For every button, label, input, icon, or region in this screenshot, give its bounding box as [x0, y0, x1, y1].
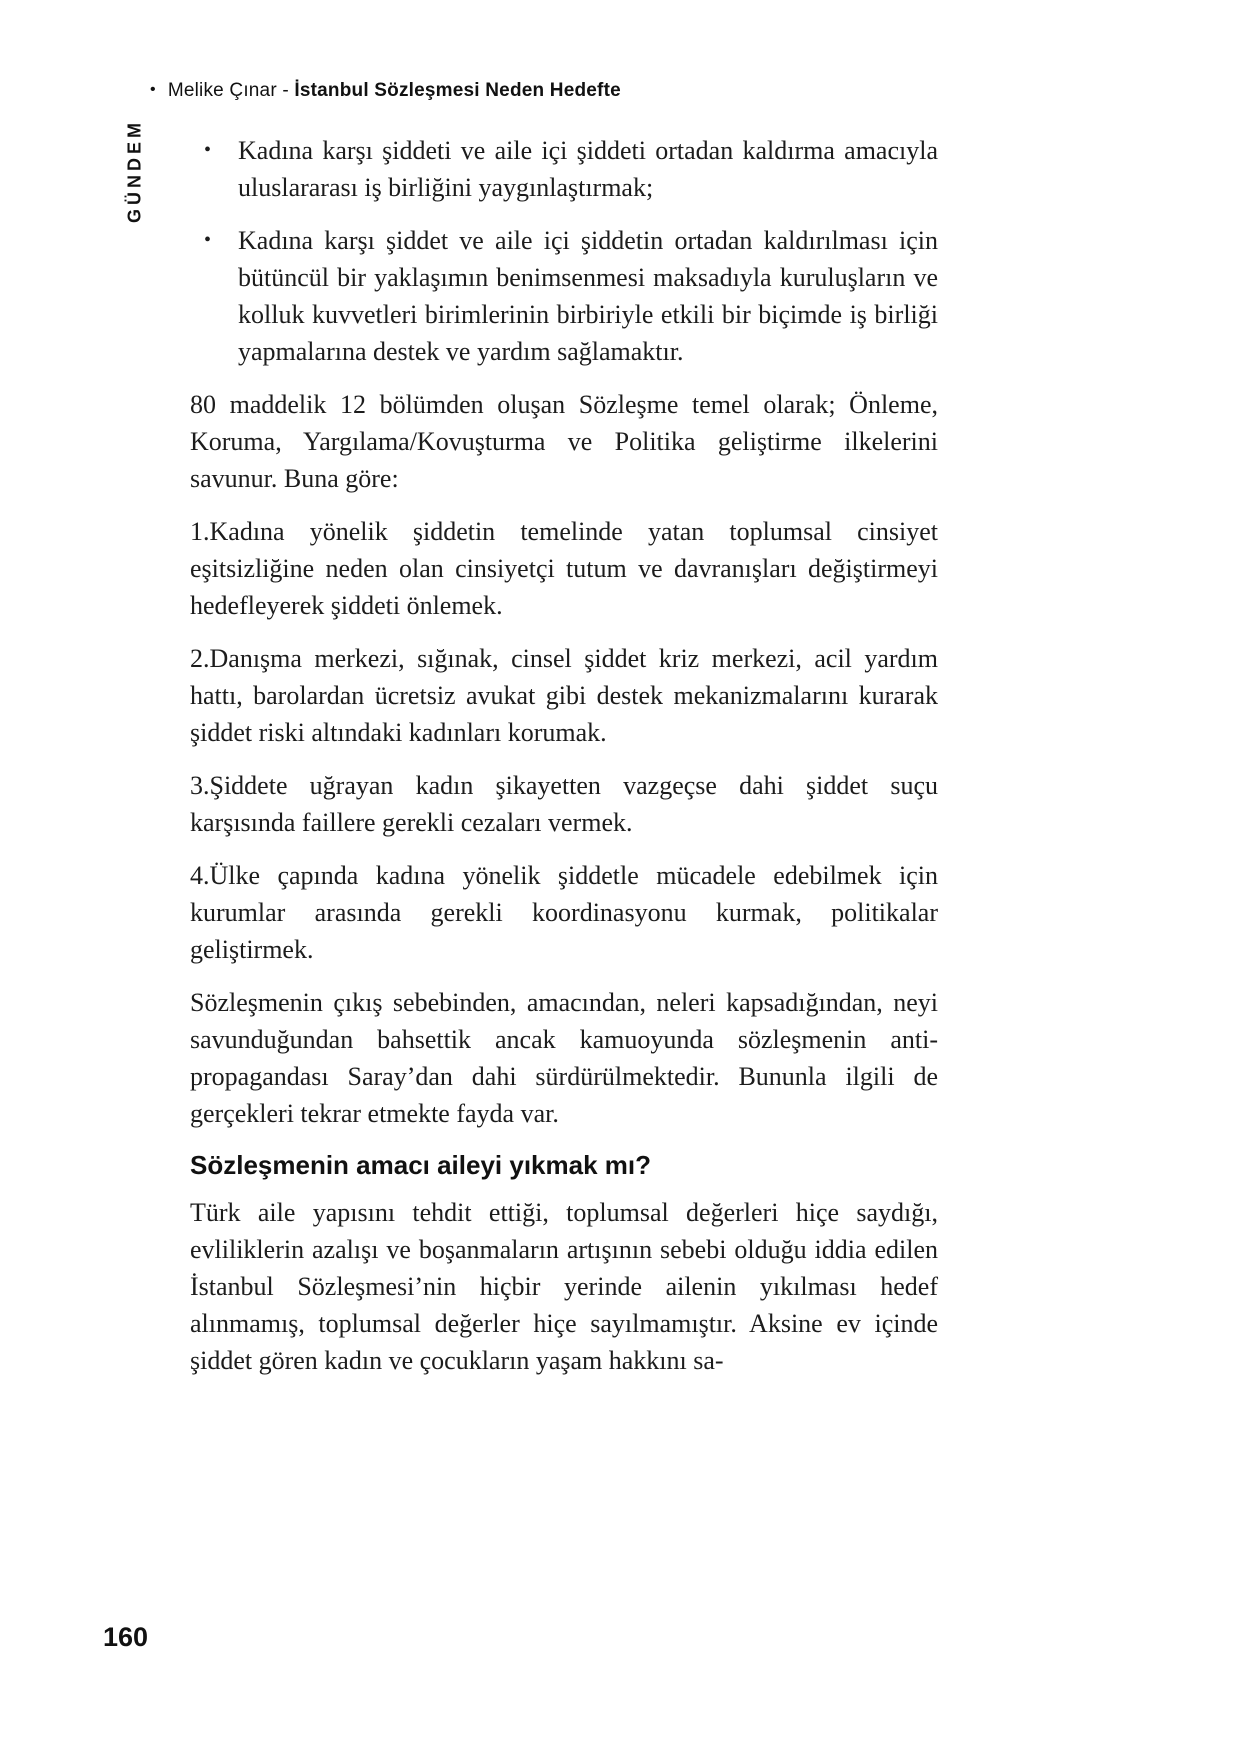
paragraph: 1.Kadına yönelik şiddetin temelinde yatan toplumsal cinsiyet eşitsizliğine neden olan cinsiyetçi tutum ve davranışları değiştirmeyi hedefleyerek şiddeti önlemek.: [190, 517, 938, 620]
paragraph: Türk aile yapısını tehdit ettiği, toplumsal değerleri hiçe saydığı, evliliklerin azalışı ve boşanmaların artışının sebebi olduğu iddia edilen İstanbul Sözleşmesi’nin hiçbir yerinde ailenin yıkılması hedef alınmamış, toplumsal değerler hiçe sayılmamıştır. Aksine ev içinde şiddet gören kadın ve çocukların yaşam hakkını sa-: [190, 1198, 938, 1375]
body-text-block: [190, 132, 938, 1379]
section-label: GÜNDEM: [124, 119, 145, 223]
header-bullet-icon: •: [150, 81, 156, 98]
bullet-text: Kadına karşı şiddet ve aile içi şiddetin ortadan kaldırılması için bütüncül bir yaklaşımın benimsenmesi maksadıyla kuruluşların ve kolluk kuvvetleri birimlerinin birbiriyle etkili bir biçimde iş birliği yapmalarına destek ve yardım sağlamaktır.: [238, 226, 938, 366]
subsection-heading: Sözleşmenin amacı aileyi yıkmak mı?: [190, 1150, 652, 1180]
running-header: [150, 80, 621, 102]
header-author: Melike Çınar -: [167, 80, 289, 101]
paragraph: Sözleşmenin çıkış sebebinden, amacından, neleri kapsadığından, neyi savunduğundan bahsettik ancak kamuoyunda sözleşmenin anti-propagandası Saray’dan dahi sürdürülmektedir. Bununla ilgili de gerçekleri tekrar etmekte fayda var.: [190, 988, 938, 1128]
list-item: [190, 132, 938, 206]
paragraph: 80 maddelik 12 bölümden oluşan Sözleşme temel olarak; Önleme, Koruma, Yargılama/Kovuşturma ve Politika geliştirme ilkelerini savunur. Buna göre:: [190, 390, 938, 493]
page-number: 160: [103, 1622, 149, 1652]
section-label-container: [120, 112, 150, 230]
paragraph: 4.Ülke çapında kadına yönelik şiddetle mücadele edebilmek için kurumlar arasında gerekli koordinasyonu kurmak, politikalar geliştirmek.: [190, 861, 938, 964]
header-book-title: İstanbul Sözleşmesi Neden Hedefte: [294, 80, 621, 101]
paragraph: 2.Danışma merkezi, sığınak, cinsel şiddet kriz merkezi, acil yardım hattı, barolardan ücretsiz avukat gibi destek mekanizmalarını kurarak şiddet riski altındaki kadınları korumak.: [190, 644, 938, 747]
bullet-text: Kadına karşı şiddeti ve aile içi şiddeti ortadan kaldırma amacıyla uluslararası iş birliğini yaygınlaştırmak;: [238, 136, 938, 202]
bullet-icon: •: [204, 139, 212, 161]
list-item: [190, 222, 938, 370]
bullet-icon: •: [204, 229, 212, 251]
paragraph: 3.Şiddete uğrayan kadın şikayetten vazgeçse dahi şiddet suçu karşısında faillere gerekli cezaları vermek.: [190, 771, 938, 837]
